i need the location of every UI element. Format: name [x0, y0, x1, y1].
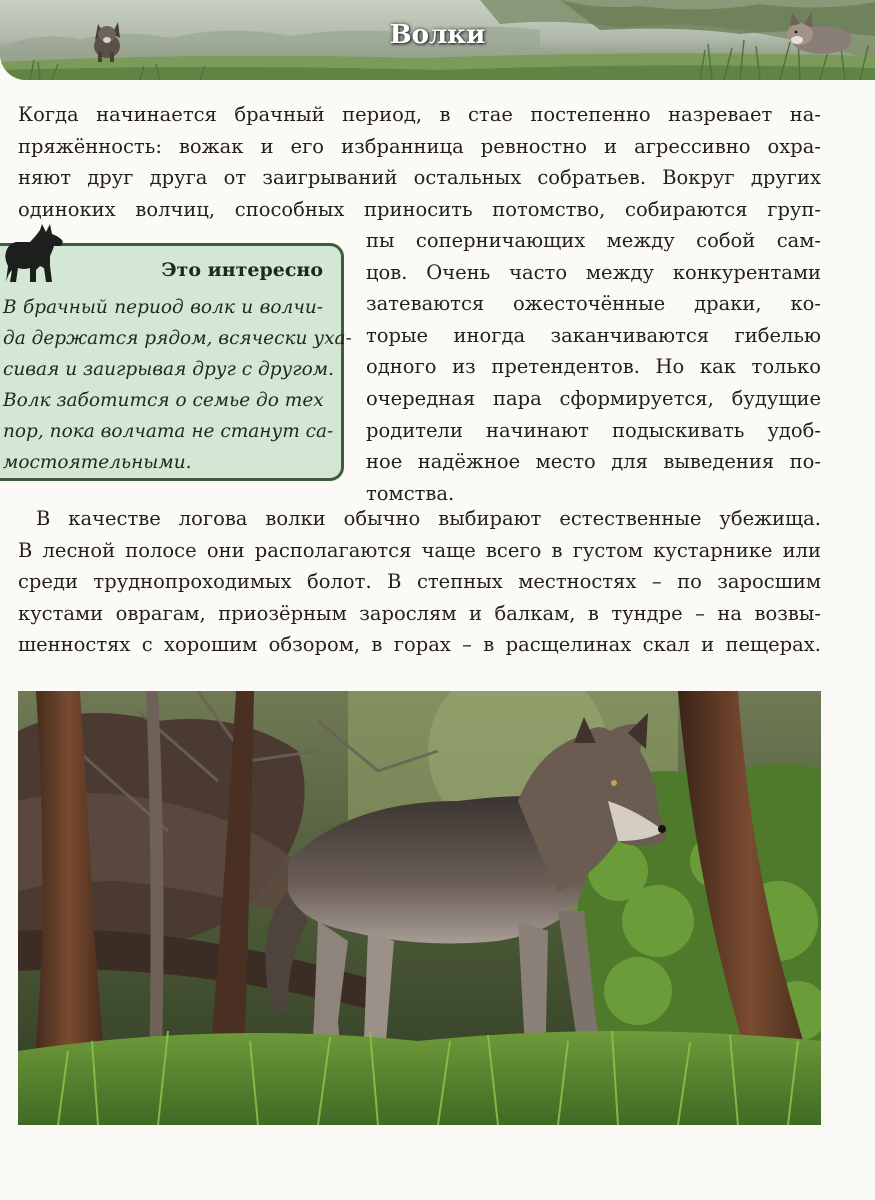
paragraph-2 — [18, 503, 821, 661]
header-banner — [0, 0, 875, 80]
text-line: цов. Очень часто между конкурентами — [366, 260, 821, 284]
text-line: затеваются ожесточённые драки, ко- — [366, 292, 821, 316]
text-line: шенностях с хорошим обзором, в горах – в расщелинах скал и пещерах. — [18, 633, 821, 657]
text-line: ное надёжное место для выведения по- — [366, 450, 821, 474]
fact-box-title: Это интересно — [161, 259, 323, 281]
text-line: томства. — [366, 481, 455, 505]
text-line: В лесной полосе они располагаются чаще всего в густом кустарнике или — [18, 538, 821, 562]
text-line: няют друг друга от заигрываний остальных собратьев. Вокруг других — [18, 166, 821, 190]
paragraph-1-wrapped — [366, 225, 821, 509]
paragraph-1-full-width — [18, 99, 821, 225]
text-line: одного из претендентов. Но как только — [366, 355, 821, 379]
wolf-pup-silhouette-icon — [0, 222, 66, 284]
text-line: Когда начинается брачный период, в стае постепенно назревает на- — [18, 103, 821, 126]
text-line: торые иногда заканчиваются гибелью — [366, 323, 821, 347]
fact-box-text — [3, 292, 352, 478]
text-line: Волк заботится о семье до тех — [3, 390, 324, 411]
text-line: кустами оврагам, приозёрным зарослям и балкам, в тундре – на возвы- — [18, 601, 821, 625]
text-line: В качестве логова волки обычно выбирают естественные убежища. — [36, 507, 821, 530]
text-line: пряжённость: вожак и его избранница ревностно и агрессивно охра- — [18, 134, 821, 158]
text-line: пор, пока волчата не станут са- — [3, 421, 334, 442]
text-line: В брачный период волк и волчи- — [3, 297, 323, 318]
text-line: родители начинают подыскивать удоб- — [366, 418, 821, 442]
text-line: сивая и заигрывая друг с другом. — [3, 359, 334, 380]
page-title: Волки — [389, 20, 486, 50]
text-line: пы соперничающих между собой сам- — [366, 229, 821, 252]
text-line: мостоятельными. — [3, 452, 192, 473]
text-line: очередная пара сформируется, будущие — [366, 386, 821, 410]
wolf-forest-illustration — [18, 691, 821, 1125]
text-line: одиноких волчиц, способных приносить потомство, собираются груп- — [18, 197, 821, 221]
text-line: да держатся рядом, всячески уха- — [3, 328, 352, 349]
text-line: среди труднопроходимых болот. В степных местностях – по заросшим — [18, 570, 821, 594]
